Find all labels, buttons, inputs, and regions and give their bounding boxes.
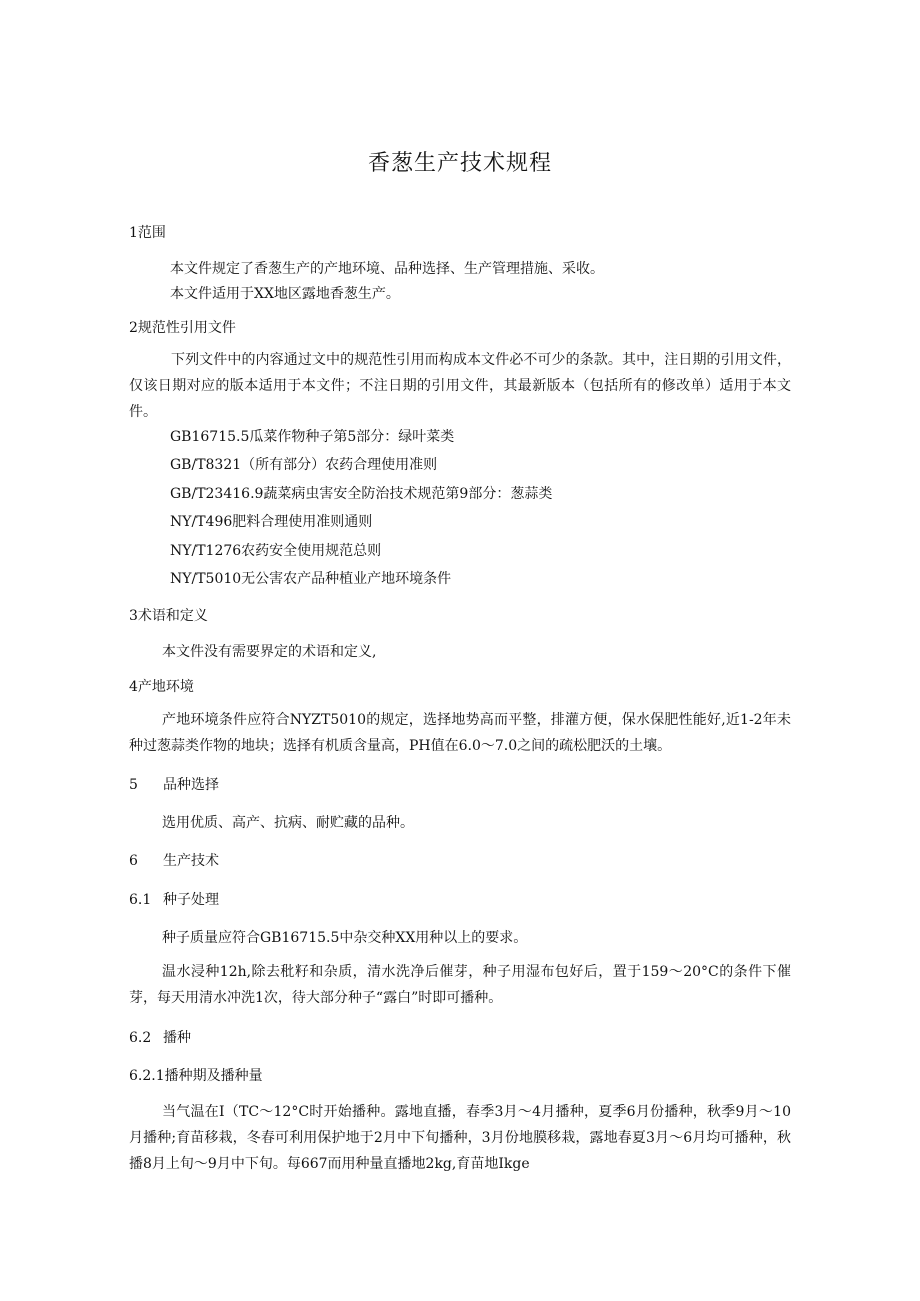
- reference-item: GB/T23416.9蔬菜病虫害安全防治技术规范第9部分：葱蒜类: [170, 486, 553, 502]
- section-4-heading: 4产地环境: [129, 679, 194, 695]
- document-title: 香葱生产技术规程: [367, 151, 552, 176]
- section-6-2-1-paragraph-1: 当气温在I（TC～12°C时开始播种。露地直播，春季3月～4月播种，夏季6月份播种，秋季9月～10月播种;育苗移栽，冬春可利用保护地于2月中下旬播种，3月份地膜移栽，露地春夏3月～6月均可播种，秋播8月上旬～9月中下旬。每667而用种量直播地2kg,育苗地Ikge: [129, 1104, 791, 1172]
- section-6-1-title: 种子处理: [163, 892, 219, 908]
- section-5-heading: [129, 775, 219, 795]
- section-3-heading: 3术语和定义: [129, 608, 208, 624]
- section-5-number: 5: [129, 777, 138, 793]
- section-3-paragraph-1: 本文件没有需要界定的术语和定义,: [162, 644, 377, 660]
- section-6-2-number: 6.2: [129, 1030, 152, 1046]
- section-4-paragraph-1: 产地环境条件应符合NYZT5010的规定，选择地势高而平整，排灌方便，保水保肥性能好,近1-2年未种过葱蒜类作物的地块；选择有机质含量高，PH值在6.0～7.0之间的疏松肥沃的土壤。: [129, 712, 791, 754]
- section-6-title: 生产技术: [163, 853, 219, 869]
- section-6-2-1-heading: 6.2.1播种期及播种量: [129, 1068, 263, 1084]
- section-6-1-heading: [129, 890, 219, 910]
- section-6-1-number: 6.1: [129, 892, 152, 908]
- reference-item: NY/T5010无公害农产品种植业产地环境条件: [170, 571, 452, 587]
- section-2-intro: 下列文件中的内容通过文中的规范性引用而构成本文件必不可少的条款。其中，注日期的引用文件，仅该日期对应的版本适用于本文件；不注日期的引用文件，其最新版本（包括所有的修改单）适用于本文件。: [129, 352, 791, 420]
- section-5-paragraph-1: 选用优质、高产、抗病、耐贮藏的品种。: [162, 815, 414, 831]
- section-6-1-paragraph-2: 温水浸种12h,除去秕籽和杂质，清水洗净后催芽，种子用湿布包好后，置于159～20°C的条件下催芽，每天用清水冲洗1次，待大部分种子“露白”时即可播种。: [129, 964, 791, 1006]
- reference-item: NY/T496肥料合理使用准则通则: [170, 514, 373, 530]
- reference-item: GB16715.5瓜菜作物种子第5部分：绿叶菜类: [170, 429, 455, 445]
- section-1-paragraph-1: 本文件规定了香葱生产的产地环境、品种选择、生产管理措施、采收。: [170, 261, 604, 277]
- section-6-number: 6: [129, 853, 138, 869]
- section-2-heading: 2规范性引用文件: [129, 320, 236, 336]
- section-5-title: 品种选择: [163, 777, 219, 793]
- section-6-2-title: 播种: [163, 1030, 191, 1046]
- section-6-heading: [129, 851, 219, 871]
- reference-item: NY/T1276农药安全使用规范总则: [170, 543, 382, 559]
- section-1-paragraph-2: 本文件适用于XX地区露地香葱生产。: [170, 286, 400, 302]
- reference-item: GB/T8321（所有部分）农药合理使用准则: [170, 457, 438, 473]
- section-6-1-paragraph-1: 种子质量应符合GB16715.5中杂交种XX用种以上的要求。: [162, 930, 528, 946]
- section-1-heading: 1范围: [129, 225, 166, 241]
- section-6-2-heading: [129, 1028, 191, 1048]
